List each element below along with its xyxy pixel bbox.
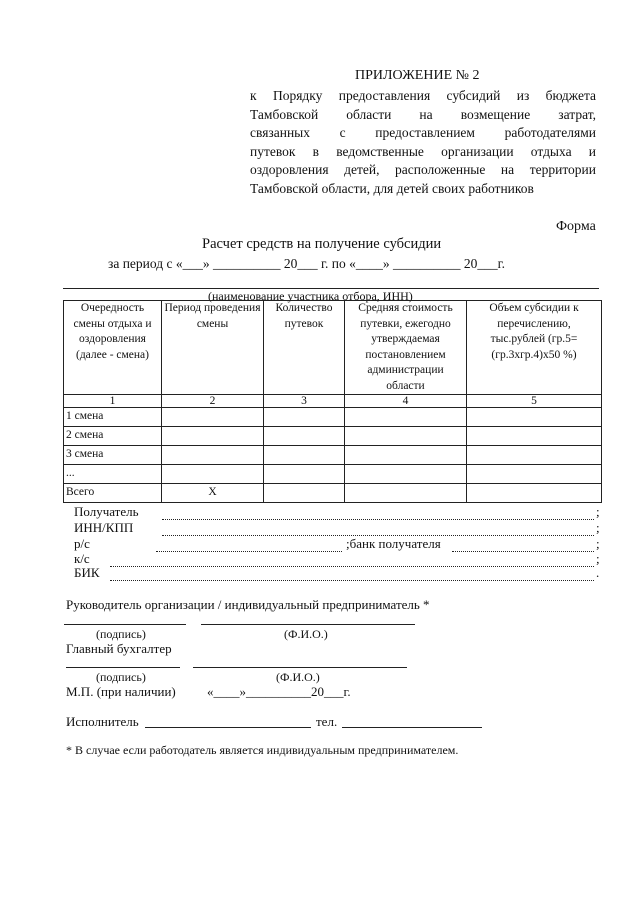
table-cell[interactable] xyxy=(345,446,467,465)
fio-caption: (Ф.И.О.) xyxy=(276,670,320,684)
table-cell[interactable]: 1 смена xyxy=(64,408,162,427)
table-cell[interactable] xyxy=(264,408,345,427)
table-cell[interactable] xyxy=(345,465,467,484)
table-cell[interactable] xyxy=(264,465,345,484)
table-header-row xyxy=(64,301,602,395)
stamp-label: М.П. (при наличии) xyxy=(66,684,176,699)
account-field[interactable] xyxy=(156,551,342,552)
annex-body xyxy=(250,87,596,198)
head-signature-field[interactable] xyxy=(64,624,186,625)
annex-line: оздоровления детей, расположенные на территории xyxy=(250,162,596,177)
table-cell[interactable] xyxy=(264,484,345,503)
sign-caption: (подпись) xyxy=(96,627,146,641)
column-number: 1 xyxy=(64,395,162,408)
table-cell[interactable] xyxy=(162,446,264,465)
table-cell[interactable] xyxy=(345,408,467,427)
column-header: Количество путевок xyxy=(264,301,345,395)
bank-label: ;банк получателя xyxy=(346,536,441,551)
column-number: 3 xyxy=(264,395,345,408)
date-field[interactable]: «____»__________20___г. xyxy=(207,684,351,699)
table-cell[interactable]: Х xyxy=(162,484,264,503)
table-row xyxy=(64,427,602,446)
executor-field[interactable] xyxy=(145,727,311,728)
column-number: 2 xyxy=(162,395,264,408)
table-cell[interactable] xyxy=(162,427,264,446)
period-line: за период с «___» __________ 20___ г. по «____» __________ 20___г. xyxy=(108,256,505,271)
table-cell[interactable] xyxy=(467,446,602,465)
bik-field[interactable] xyxy=(110,580,594,581)
table-cell[interactable] xyxy=(345,427,467,446)
accountant-signature-field[interactable] xyxy=(66,667,180,668)
org-caption: (наименование участника отбора, ИНН) xyxy=(208,289,413,303)
head-fio-field[interactable] xyxy=(201,624,415,625)
recipient-label: Получатель xyxy=(74,504,139,519)
table-row xyxy=(64,465,602,484)
recipient-field[interactable] xyxy=(162,519,594,520)
table-cell[interactable] xyxy=(345,484,467,503)
bank-field[interactable] xyxy=(452,551,594,552)
table-cell[interactable] xyxy=(162,408,264,427)
column-header: Период проведения смены xyxy=(162,301,264,395)
table-cell[interactable]: Всего xyxy=(64,484,162,503)
annex-line: Тамбовской области на возмещение затрат, xyxy=(250,106,596,122)
column-number: 5 xyxy=(467,395,602,408)
table-cell[interactable] xyxy=(467,408,602,427)
table-cell[interactable] xyxy=(467,484,602,503)
table-cell[interactable] xyxy=(467,465,602,484)
accountant-label: Главный бухгалтер xyxy=(66,641,172,656)
column-header: Очередность смены отдыха и оздоровления (далее - смена) xyxy=(64,301,162,395)
head-label: Руководитель организации / индивидуальный предприниматель * xyxy=(66,597,430,612)
sign-caption: (подпись) xyxy=(96,670,146,684)
table-cell[interactable]: 2 смена xyxy=(64,427,162,446)
annex-line: к Порядку предоставления субсидий из бюджета xyxy=(250,88,596,103)
corr-field[interactable] xyxy=(110,566,594,567)
inn-kpp-label: ИНН/КПП xyxy=(74,520,134,535)
form-title: Расчет средств на получение субсидии xyxy=(202,236,442,252)
table-cell[interactable] xyxy=(162,465,264,484)
table-row xyxy=(64,446,602,465)
table-cell[interactable] xyxy=(467,427,602,446)
executor-label: Исполнитель xyxy=(66,714,139,729)
table-cell[interactable] xyxy=(264,446,345,465)
footnote: * В случае если работодатель является индивидуальным предпринимателем. xyxy=(66,743,459,757)
table-row xyxy=(64,408,602,427)
annex-title: ПРИЛОЖЕНИЕ № 2 xyxy=(355,68,480,83)
table-cell[interactable] xyxy=(264,427,345,446)
column-number: 4 xyxy=(345,395,467,408)
bik-label: БИК xyxy=(74,565,100,580)
phone-field[interactable] xyxy=(342,727,482,728)
column-number-row xyxy=(64,395,602,408)
fio-caption: (Ф.И.О.) xyxy=(284,627,328,641)
phone-label: тел. xyxy=(316,714,338,729)
subsidy-table xyxy=(63,300,602,503)
annex-line: путевок в ведомственные организации отдыха и xyxy=(250,143,596,159)
table-row-total xyxy=(64,484,602,503)
table-cell[interactable]: 3 смена xyxy=(64,446,162,465)
account-label: р/с xyxy=(74,536,90,551)
accountant-fio-field[interactable] xyxy=(193,667,407,668)
column-header: Средняя стоимость путевки, ежегодно утверждаемая постановлением администрации области xyxy=(345,301,467,395)
table-cell[interactable]: ... xyxy=(64,465,162,484)
column-header: Объем субсидии к перечислению, тыс.рублей (гр.5=(гр.3хгр.4)х50 %) xyxy=(467,301,602,395)
annex-line: связанных с предоставлением работодателями xyxy=(250,125,596,140)
form-label: Форма xyxy=(556,219,596,234)
corr-label: к/с xyxy=(74,551,90,566)
annex-line: Тамбовской области, для детей своих работников xyxy=(250,180,534,196)
